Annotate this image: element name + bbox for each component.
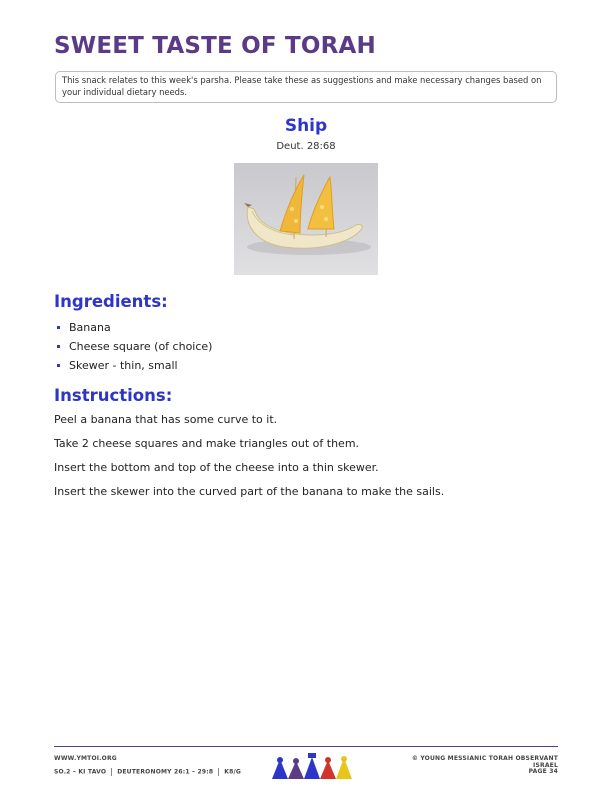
banana-ship-illustration: [234, 163, 378, 275]
parsha-note: This snack relates to this week's parsha. Please take these as suggestions and make necessary changes based on your individual dietary needs.: [55, 71, 557, 103]
instructions-heading: Instructions:: [54, 386, 173, 405]
footer-grade: K8/G: [224, 768, 241, 776]
footer-session: SO.2 – KI TAVO: [54, 768, 107, 776]
instruction-step: Insert the bottom and top of the cheese into a thin skewer.: [54, 461, 379, 474]
bullet-icon: [57, 326, 60, 329]
instruction-step: Take 2 cheese squares and make triangles out of them.: [54, 437, 360, 450]
ymtoi-logo-icon: [270, 751, 354, 781]
scripture-reference: Deut. 28:68: [276, 141, 336, 152]
instructions-list: [54, 413, 444, 509]
banana-ship-photo: [234, 163, 378, 275]
page-title: SWEET TASTE OF TORAH: [54, 33, 377, 59]
page-number: PAGE 34: [528, 768, 558, 775]
bullet-icon: [57, 345, 60, 348]
ingredients-list: [56, 320, 212, 377]
list-item: Skewer - thin, small: [56, 358, 212, 377]
footer-copyright: © YOUNG MESSIANIC TORAH OBSERVANT ISRAEL: [411, 755, 558, 769]
bullet-icon: [57, 364, 60, 367]
list-item: Banana: [56, 320, 212, 339]
ingredients-heading: Ingredients:: [54, 292, 168, 311]
instruction-step: Insert the skewer into the curved part of the banana to make the sails.: [54, 485, 445, 498]
instruction-step: Peel a banana that has some curve to it.: [54, 413, 278, 426]
recipe-title: Ship: [284, 116, 328, 136]
footer-passage: DEUTERONOMY 26:1 – 29:8: [117, 768, 214, 776]
footer-lesson-info: [54, 768, 241, 776]
list-item: Cheese square (of choice): [56, 339, 212, 358]
ymtoi-logo: [270, 751, 354, 781]
footer-website[interactable]: WWW.YMTOI.ORG: [54, 755, 117, 762]
footer-divider: [54, 746, 558, 747]
